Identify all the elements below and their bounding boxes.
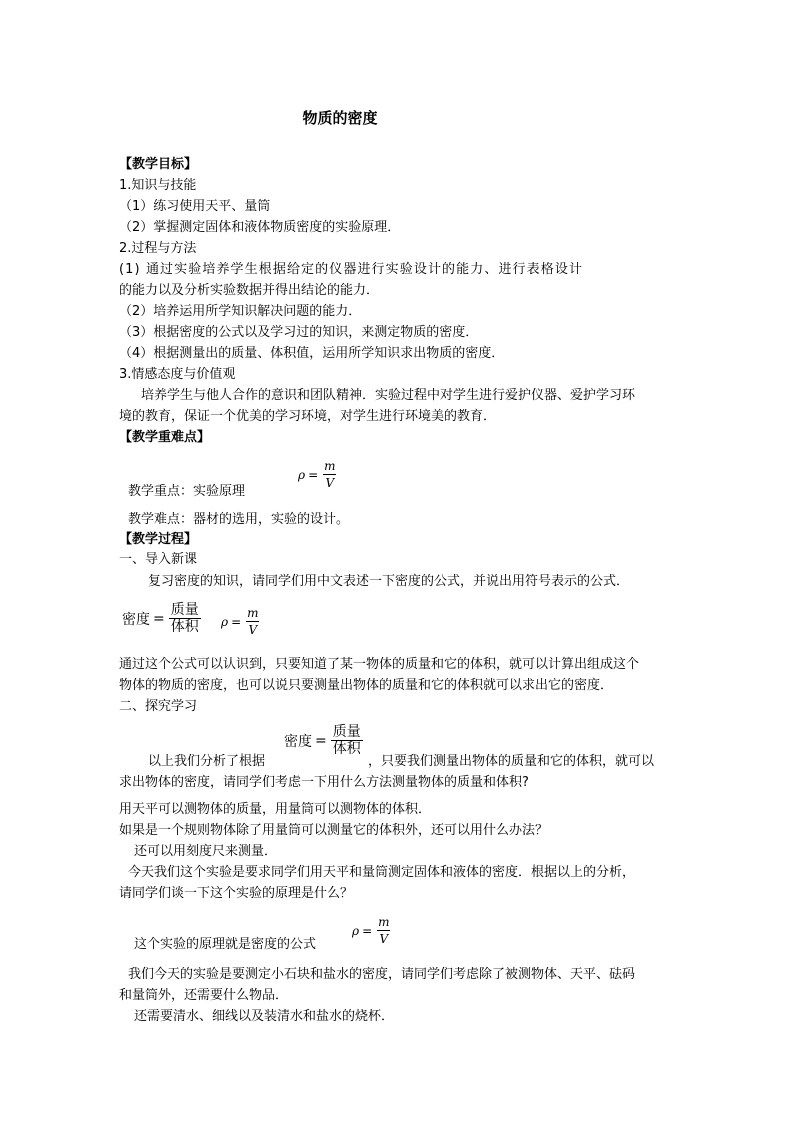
rho-symbol: ρ bbox=[221, 614, 229, 629]
numerator-m: m bbox=[247, 606, 259, 620]
equals-sign: = bbox=[362, 923, 373, 938]
mass-over-volume bbox=[169, 602, 201, 635]
explore-line-8: 这个实验的原理就是密度的公式 bbox=[134, 937, 317, 952]
mass-word: 质量 bbox=[332, 724, 361, 740]
m-over-v bbox=[376, 914, 391, 947]
intro-line-1: 复习密度的知识，请同学们用中文表述一下密度的公式，并说出用符号表示的公式． bbox=[148, 574, 630, 589]
equals-sign: = bbox=[153, 610, 165, 627]
m-over-v bbox=[245, 605, 260, 638]
intro-line-2a: 通过这个公式可以认识到，只要知道了某一物体的质量和它的体积，就可以计算出组成这个 bbox=[119, 657, 640, 672]
volume-word: 体积 bbox=[170, 619, 199, 635]
density-word-formula bbox=[122, 602, 201, 635]
emotion-heading: 3.情感态度与价值观 bbox=[119, 367, 236, 382]
equals-sign: = bbox=[308, 467, 319, 482]
emotion-line-2: 境的教育，保证一个优美的学习环境，对学生进行环境美的教育． bbox=[119, 409, 497, 424]
explore-line-10: 和量筒外，还需要什么物品． bbox=[119, 988, 289, 1003]
density-formula-3 bbox=[352, 914, 392, 947]
m-over-v bbox=[322, 458, 337, 491]
explore-line-9: 我们今天的实验是要测定小石块和盐水的密度，请同学们考虑除了被测物体、天平、砝码 bbox=[128, 967, 636, 982]
equals-sign: = bbox=[231, 614, 242, 629]
emotion-line-1: 培养学生与他人合作的意识和团队精神．实验过程中对学生进行爱护仪器、爱护学习环 bbox=[141, 388, 636, 403]
numerator-m: m bbox=[378, 915, 390, 929]
knowledge-item-2: （2）掌握测定固体和液体物质密度的实验原理． bbox=[119, 220, 401, 235]
key-point: 教学重点：实验原理 bbox=[128, 484, 246, 499]
density-word-formula-2 bbox=[284, 724, 363, 757]
difficult-point: 教学难点：器材的选用，实验的设计。 bbox=[128, 512, 350, 527]
denominator-v: V bbox=[248, 623, 258, 637]
intro-line-2b: 物体的物质的密度，也可以说只要测量出物体的质量和它的体积就可以求出它的密度． bbox=[119, 678, 614, 693]
knowledge-heading: 1.知识与技能 bbox=[119, 178, 197, 193]
objectives-heading: 【教学目标】 bbox=[119, 157, 198, 172]
density-word: 密度 bbox=[122, 611, 150, 628]
process-item-4: （4）根据测量出的质量、体积值，运用所学知识求出物质的密度． bbox=[119, 346, 505, 361]
intro-heading: 一、导入新课 bbox=[119, 552, 198, 567]
density-word: 密度 bbox=[284, 733, 312, 750]
mass-over-volume bbox=[331, 724, 363, 757]
explore-line-11: 还需要清水、细线以及装清水和盐水的烧杯． bbox=[134, 1009, 395, 1024]
explore-line-4: 如果是一个规则物体除了用量筒可以测量它的体积外，还可以用什么办法？ bbox=[119, 823, 549, 838]
density-formula-2 bbox=[221, 605, 261, 638]
density-formula-1 bbox=[298, 458, 338, 491]
process-item-3: （3）根据密度的公式以及学习过的知识，来测定物质的密度． bbox=[119, 325, 479, 340]
explore-line-2: 求出物体的密度，请同学们考虑一下用什么方法测量物体的质量和体积? bbox=[119, 775, 529, 790]
numerator-m: m bbox=[324, 459, 336, 473]
process-heading: 2.过程与方法 bbox=[119, 241, 197, 256]
rho-symbol: ρ bbox=[352, 923, 360, 938]
process-main-heading: 【教学过程】 bbox=[119, 532, 198, 547]
explore-line-5: 还可以用刻度尺来测量． bbox=[134, 844, 278, 859]
page-title: 物质的密度 bbox=[302, 109, 378, 127]
explore-line-3: 用天平可以测物体的质量，用量筒可以测物体的体积． bbox=[119, 802, 432, 817]
denominator-v: V bbox=[325, 476, 335, 490]
mass-word: 质量 bbox=[170, 602, 199, 618]
rho-symbol: ρ bbox=[298, 467, 306, 482]
knowledge-item-1: （1）练习使用天平、量筒 bbox=[119, 199, 271, 214]
explore-line-6: 今天我们这个实验是要求同学们用天平和量筒测定固体和液体的密度．根据以上的分析， bbox=[128, 865, 636, 880]
explore-line-7: 请同学们谈一下这个实验的原理是什么？ bbox=[119, 886, 354, 901]
process-item-2: （2）培养运用所学知识解决问题的能力． bbox=[119, 304, 362, 319]
denominator-v: V bbox=[379, 932, 389, 946]
volume-word: 体积 bbox=[332, 741, 361, 757]
process-item-1b: 的能力以及分析实验数据并得出结论的能力． bbox=[119, 283, 380, 298]
process-item-1a: (1) 通过实验培养学生根据给定的仪器进行实验设计的能力、进行表格设计 bbox=[119, 262, 584, 277]
explore-heading: 二、探究学习 bbox=[119, 699, 198, 714]
explore-line-1-pre: 以上我们分析了根据 bbox=[148, 754, 266, 769]
equals-sign: = bbox=[315, 732, 327, 749]
explore-line-1-post: ，只要我们测量出物体的质量和它的体积，就可以 bbox=[368, 754, 655, 769]
key-heading: 【教学重难点】 bbox=[119, 430, 211, 445]
